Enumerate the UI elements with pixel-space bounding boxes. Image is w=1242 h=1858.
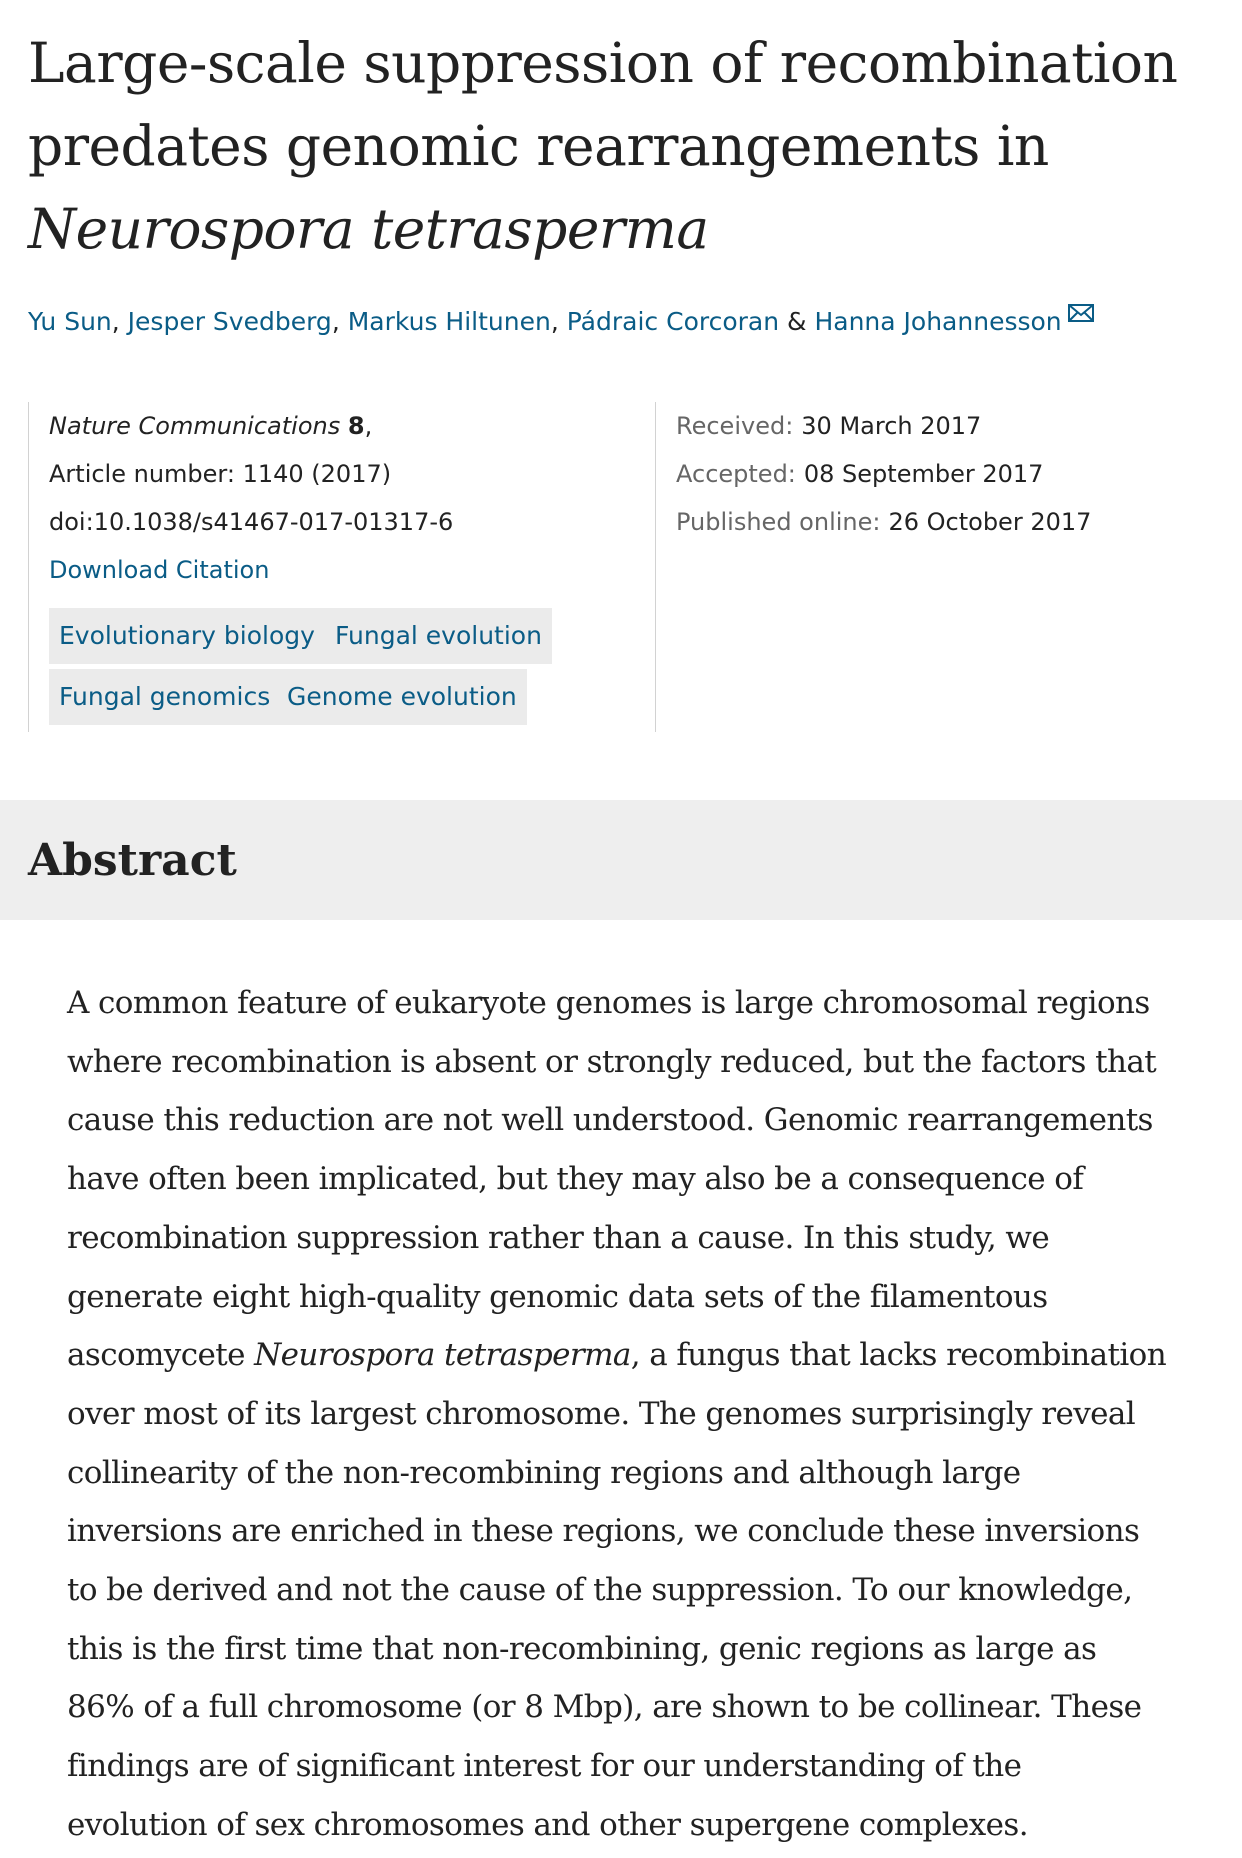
abstract-text-fragment: , a fungus that lacks recombination bbox=[630, 1337, 1167, 1374]
journal-line bbox=[49, 402, 655, 450]
author-separator: & bbox=[779, 307, 815, 336]
article-title bbox=[28, 22, 1228, 271]
abstract-line: inversions are enriched in these regions, we conclude these inversions bbox=[67, 1513, 1140, 1550]
subject-tag[interactable]: Evolutionary biology bbox=[49, 608, 325, 664]
abstract-line: 86% of a full chromosome (or 8 Mbp), are shown to be collinear. These bbox=[67, 1689, 1142, 1726]
abstract-line: findings are of significant interest for our understanding of the bbox=[67, 1748, 1022, 1785]
title-species: Neurospora tetrasperma bbox=[28, 197, 709, 261]
abstract-text-fragment: ascomycete bbox=[67, 1337, 255, 1374]
abstract-line: generate eight high-quality genomic data sets of the filamentous bbox=[67, 1278, 1048, 1315]
subject-tag[interactable]: Fungal genomics bbox=[49, 669, 280, 725]
author-list bbox=[28, 302, 1228, 342]
accepted-date bbox=[676, 450, 1196, 498]
abstract-line: over most of its largest chromosome. The genomes surprisingly reveal bbox=[67, 1395, 1136, 1432]
published-label: Published online: bbox=[676, 508, 881, 536]
abstract-line: A common feature of eukaryote genomes is large chromosomal regions bbox=[67, 985, 1150, 1021]
published-value: 26 October 2017 bbox=[888, 508, 1092, 536]
abstract-line: this is the first time that non-recombining, genic regions as large as bbox=[67, 1630, 1097, 1667]
doi: doi:10.1038/s41467-017-01317-6 bbox=[49, 508, 454, 536]
author-link[interactable]: Jesper Svedberg bbox=[127, 307, 332, 336]
subject-tag[interactable]: Genome evolution bbox=[277, 669, 527, 725]
received-label: Received: bbox=[676, 412, 794, 440]
volume-suffix: , bbox=[364, 412, 373, 440]
author-link[interactable]: Yu Sun bbox=[28, 307, 112, 336]
received-value: 30 March 2017 bbox=[801, 412, 982, 440]
author-link[interactable]: Hanna Johannesson bbox=[814, 307, 1062, 336]
author-link[interactable]: Pádraic Corcoran bbox=[566, 307, 780, 336]
author-separator: , bbox=[331, 307, 348, 336]
abstract-text bbox=[67, 974, 1237, 1855]
abstract-line: collinearity of the non-recombining regions and although large bbox=[67, 1454, 1021, 1491]
author-separator: , bbox=[550, 307, 567, 336]
title-line bbox=[28, 188, 1228, 271]
download-citation-link[interactable]: Download Citation bbox=[49, 556, 270, 584]
subject-tag[interactable]: Fungal evolution bbox=[325, 608, 552, 664]
title-line: Large-scale suppression of recombination bbox=[28, 31, 1178, 95]
article-dates bbox=[676, 402, 1196, 546]
journal-name: Nature Communications bbox=[49, 412, 341, 440]
email-icon[interactable] bbox=[1068, 304, 1094, 322]
abstract-section-header bbox=[0, 800, 1242, 920]
accepted-value: 08 September 2017 bbox=[803, 460, 1044, 488]
author-link[interactable]: Markus Hiltunen bbox=[347, 307, 551, 336]
title-line: predates genomic rearrangements in bbox=[28, 114, 1049, 178]
accepted-label: Accepted: bbox=[676, 460, 796, 488]
abstract-line: where recombination is absent or strongly reduced, but the factors that bbox=[67, 1043, 1157, 1080]
abstract-line: to be derived and not the cause of the suppression. To our knowledge, bbox=[67, 1572, 1133, 1609]
abstract-line: have often been implicated, but they may also be a consequence of bbox=[67, 1161, 1084, 1198]
article-number: Article number: 1140 (2017) bbox=[49, 460, 392, 488]
volume: 8 bbox=[347, 412, 365, 440]
abstract-line bbox=[67, 1326, 1237, 1385]
author-separator: , bbox=[111, 307, 128, 336]
abstract-line: evolution of sex chromosomes and other supergene complexes. bbox=[67, 1806, 1028, 1843]
article-info bbox=[28, 402, 656, 732]
abstract-heading: Abstract bbox=[28, 835, 237, 886]
abstract-line: recombination suppression rather than a cause. In this study, we bbox=[67, 1219, 1050, 1256]
species-name: Neurospora tetrasperma bbox=[254, 1337, 631, 1374]
received-date bbox=[676, 402, 1196, 450]
abstract-line: cause this reduction are not well understood. Genomic rearrangements bbox=[67, 1102, 1153, 1139]
published-date bbox=[676, 498, 1196, 546]
